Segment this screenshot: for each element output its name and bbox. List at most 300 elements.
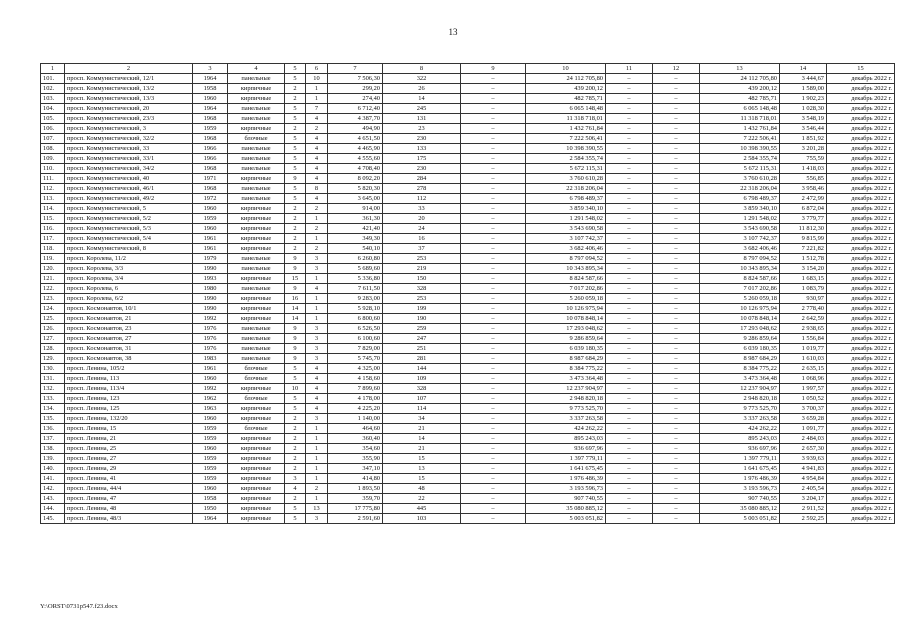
cell-year-built: 1959 [193, 464, 228, 474]
cell-cost-total: 2 948 820,18 [526, 394, 606, 404]
cell-col-12: – [653, 254, 700, 264]
cell-entrances: 4 [306, 284, 328, 294]
cell-floors: 14 [285, 314, 306, 324]
cell-cost-total: 1 641 675,45 [526, 464, 606, 474]
cell-row-number: 106. [41, 124, 65, 134]
table-row [41, 254, 895, 264]
cell-residents: 245 [383, 104, 461, 114]
cell-cost-per-sqm: 1 028,30 [780, 104, 827, 114]
cell-cost-per-sqm: 1 068,96 [780, 374, 827, 384]
cell-cost-per-sqm: 2 938,65 [780, 324, 827, 334]
cell-col-12: – [653, 154, 700, 164]
cell-residents: 328 [383, 384, 461, 394]
cell-entrances: 2 [306, 224, 328, 234]
table-row [41, 164, 895, 174]
cell-col-11: – [606, 324, 653, 334]
cell-cost-fund: 3 193 596,73 [700, 484, 780, 494]
cell-col-9: – [461, 284, 526, 294]
cell-col-11: – [606, 434, 653, 444]
cell-residents: 37 [383, 244, 461, 254]
cell-entrances: 4 [306, 374, 328, 384]
table-row [41, 314, 895, 324]
cell-wall-material: панельные [228, 334, 285, 344]
table-row [41, 344, 895, 354]
cell-address: просп. Королева, 11/2 [65, 254, 193, 264]
cell-floors: 2 [285, 494, 306, 504]
table-row [41, 144, 895, 154]
cell-floors: 5 [285, 134, 306, 144]
cell-cost-per-sqm: 1 091,77 [780, 424, 827, 434]
cell-col-9: – [461, 154, 526, 164]
cell-address: просп. Коммунистический, 5/2 [65, 214, 193, 224]
cell-wall-material: блочные [228, 134, 285, 144]
cell-entrances: 4 [306, 394, 328, 404]
cell-col-12: – [653, 404, 700, 414]
cell-wall-material: панельные [228, 264, 285, 274]
cell-deadline: декабрь 2022 г. [827, 274, 895, 284]
cell-total-area: 5 820,30 [328, 184, 383, 194]
cell-address: просп. Ленина, 25 [65, 444, 193, 454]
cell-col-9: – [461, 504, 526, 514]
cell-deadline: декабрь 2022 г. [827, 434, 895, 444]
cell-floors: 15 [285, 274, 306, 284]
cell-address: просп. Коммунистический, 33/1 [65, 154, 193, 164]
cell-total-area: 421,40 [328, 224, 383, 234]
cell-cost-per-sqm: 1 512,78 [780, 254, 827, 264]
cell-total-area: 4 225,20 [328, 404, 383, 414]
cell-deadline: декабрь 2022 г. [827, 464, 895, 474]
cell-year-built: 1968 [193, 134, 228, 144]
cell-address: просп. Ленина, 125 [65, 404, 193, 414]
cell-entrances: 4 [306, 154, 328, 164]
table-row [41, 444, 895, 454]
cell-year-built: 1960 [193, 484, 228, 494]
cell-total-area: 540,10 [328, 244, 383, 254]
cell-entrances: 10 [306, 74, 328, 84]
cell-deadline: декабрь 2022 г. [827, 84, 895, 94]
cell-floors: 2 [285, 244, 306, 254]
cell-wall-material: кирпичные [228, 404, 285, 414]
cell-entrances: 1 [306, 234, 328, 244]
cell-col-11: – [606, 114, 653, 124]
cell-row-number: 126. [41, 324, 65, 334]
table-row [41, 284, 895, 294]
column-header: 11 [606, 64, 653, 74]
cell-residents: 322 [383, 74, 461, 84]
cell-col-11: – [606, 454, 653, 464]
cell-total-area: 5 745,70 [328, 354, 383, 364]
table-row [41, 494, 895, 504]
cell-year-built: 1968 [193, 114, 228, 124]
cell-cost-total: 439 200,12 [526, 84, 606, 94]
cell-col-11: – [606, 284, 653, 294]
cell-col-9: – [461, 274, 526, 284]
cell-floors: 5 [285, 514, 306, 524]
cell-col-9: – [461, 74, 526, 84]
cell-col-12: – [653, 484, 700, 494]
cell-row-number: 131. [41, 374, 65, 384]
cell-deadline: декабрь 2022 г. [827, 384, 895, 394]
cell-col-11: – [606, 154, 653, 164]
cell-cost-total: 1 291 548,02 [526, 214, 606, 224]
cell-col-11: – [606, 494, 653, 504]
cell-year-built: 1976 [193, 334, 228, 344]
table-row [41, 384, 895, 394]
cell-total-area: 274,40 [328, 94, 383, 104]
cell-address: просп. Ленина, 44/4 [65, 484, 193, 494]
cell-cost-per-sqm: 2 642,59 [780, 314, 827, 324]
cell-address: просп. Коммунистический, 5/3 [65, 224, 193, 234]
cell-cost-per-sqm: 930,97 [780, 294, 827, 304]
cell-cost-fund: 2 584 355,74 [700, 154, 780, 164]
cell-floors: 5 [285, 364, 306, 374]
cell-floors: 9 [285, 324, 306, 334]
cell-address: просп. Коммунистический, 33 [65, 144, 193, 154]
cell-cost-fund: 1 432 761,84 [700, 124, 780, 134]
cell-address: просп. Коммунистический, 5/4 [65, 234, 193, 244]
column-header: 15 [827, 64, 895, 74]
cell-col-9: – [461, 324, 526, 334]
table-row [41, 454, 895, 464]
cell-residents: 144 [383, 364, 461, 374]
cell-residents: 199 [383, 304, 461, 314]
cell-col-11: – [606, 184, 653, 194]
cell-cost-per-sqm: 11 812,30 [780, 224, 827, 234]
cell-total-area: 6 800,60 [328, 314, 383, 324]
cell-wall-material: кирпичные [228, 214, 285, 224]
cell-residents: 14 [383, 434, 461, 444]
column-header: 10 [526, 64, 606, 74]
cell-row-number: 115. [41, 214, 65, 224]
cell-col-9: – [461, 104, 526, 114]
cell-floors: 2 [285, 214, 306, 224]
cell-row-number: 129. [41, 354, 65, 364]
cell-cost-fund: 8 987 684,29 [700, 354, 780, 364]
cell-residents: 150 [383, 274, 461, 284]
cell-cost-total: 22 318 206,04 [526, 184, 606, 194]
cell-row-number: 109. [41, 154, 65, 164]
cell-wall-material: кирпичные [228, 454, 285, 464]
cell-residents: 112 [383, 194, 461, 204]
cell-cost-fund: 35 080 885,12 [700, 504, 780, 514]
cell-col-12: – [653, 284, 700, 294]
cell-year-built: 1960 [193, 224, 228, 234]
cell-col-12: – [653, 114, 700, 124]
cell-col-11: – [606, 164, 653, 174]
table-row [41, 184, 895, 194]
cell-cost-total: 8 824 587,66 [526, 274, 606, 284]
cell-deadline: декабрь 2022 г. [827, 114, 895, 124]
cell-col-11: – [606, 334, 653, 344]
cell-cost-fund: 895 243,03 [700, 434, 780, 444]
cell-deadline: декабрь 2022 г. [827, 144, 895, 154]
cell-row-number: 118. [41, 244, 65, 254]
cell-residents: 230 [383, 164, 461, 174]
cell-year-built: 1980 [193, 284, 228, 294]
cell-row-number: 133. [41, 394, 65, 404]
cell-floors: 2 [285, 464, 306, 474]
cell-cost-fund: 424 262,22 [700, 424, 780, 434]
cell-deadline: декабрь 2022 г. [827, 444, 895, 454]
table-row [41, 124, 895, 134]
footer-path: Y:\ORST\0731p547.f23.docx [40, 603, 118, 610]
cell-col-12: – [653, 354, 700, 364]
cell-col-11: – [606, 464, 653, 474]
cell-entrances: 4 [306, 164, 328, 174]
cell-floors: 9 [285, 174, 306, 184]
cell-cost-per-sqm: 1 997,57 [780, 384, 827, 394]
cell-row-number: 134. [41, 404, 65, 414]
cell-floors: 9 [285, 344, 306, 354]
cell-col-9: – [461, 294, 526, 304]
cell-col-11: – [606, 414, 653, 424]
cell-total-area: 359,70 [328, 494, 383, 504]
cell-total-area: 4 325,00 [328, 364, 383, 374]
cell-deadline: декабрь 2022 г. [827, 454, 895, 464]
cell-residents: 24 [383, 224, 461, 234]
cell-total-area: 1 140,00 [328, 414, 383, 424]
cell-col-9: – [461, 474, 526, 484]
cell-residents: 109 [383, 374, 461, 384]
cell-wall-material: кирпичные [228, 174, 285, 184]
cell-residents: 14 [383, 94, 461, 104]
cell-col-12: – [653, 394, 700, 404]
cell-address: просп. Космонавтов, 38 [65, 354, 193, 364]
cell-wall-material: панельные [228, 114, 285, 124]
cell-entrances: 2 [306, 204, 328, 214]
table-row [41, 434, 895, 444]
cell-col-9: – [461, 354, 526, 364]
cell-floors: 2 [285, 434, 306, 444]
cell-total-area: 6 100,60 [328, 334, 383, 344]
cell-wall-material: панельные [228, 164, 285, 174]
cell-wall-material: блочные [228, 364, 285, 374]
cell-total-area: 7 611,50 [328, 284, 383, 294]
cell-col-12: – [653, 374, 700, 384]
cell-total-area: 2 591,60 [328, 514, 383, 524]
table-row [41, 174, 895, 184]
cell-cost-total: 3 337 263,58 [526, 414, 606, 424]
cell-total-area: 4 651,50 [328, 134, 383, 144]
cell-deadline: декабрь 2022 г. [827, 234, 895, 244]
cell-wall-material: панельные [228, 344, 285, 354]
cell-col-9: – [461, 84, 526, 94]
cell-deadline: декабрь 2022 г. [827, 404, 895, 414]
cell-deadline: декабрь 2022 г. [827, 474, 895, 484]
header-row [41, 64, 895, 74]
cell-year-built: 1960 [193, 414, 228, 424]
cell-entrances: 1 [306, 474, 328, 484]
cell-col-11: – [606, 104, 653, 114]
cell-residents: 48 [383, 484, 461, 494]
cell-row-number: 125. [41, 314, 65, 324]
cell-wall-material: панельные [228, 284, 285, 294]
cell-floors: 9 [285, 284, 306, 294]
cell-col-12: – [653, 104, 700, 114]
cell-col-11: – [606, 134, 653, 144]
cell-total-area: 4 555,60 [328, 154, 383, 164]
table-row [41, 104, 895, 114]
cell-floors: 5 [285, 104, 306, 114]
cell-cost-per-sqm: 3 700,37 [780, 404, 827, 414]
cell-cost-fund: 3 107 742,37 [700, 234, 780, 244]
cell-cost-total: 6 039 180,35 [526, 344, 606, 354]
cell-address: просп. Коммунистический, 8 [65, 244, 193, 254]
cell-deadline: декабрь 2022 г. [827, 324, 895, 334]
cell-entrances: 1 [306, 464, 328, 474]
cell-floors: 2 [285, 84, 306, 94]
cell-deadline: декабрь 2022 г. [827, 94, 895, 104]
cell-row-number: 108. [41, 144, 65, 154]
cell-cost-per-sqm: 3 659,28 [780, 414, 827, 424]
cell-year-built: 1990 [193, 294, 228, 304]
cell-cost-per-sqm: 1 902,23 [780, 94, 827, 104]
cell-cost-fund: 907 740,55 [700, 494, 780, 504]
cell-floors: 5 [285, 164, 306, 174]
cell-cost-total: 3 760 610,28 [526, 174, 606, 184]
cell-col-12: – [653, 94, 700, 104]
cell-col-11: – [606, 444, 653, 454]
cell-floors: 5 [285, 194, 306, 204]
cell-col-11: – [606, 394, 653, 404]
table-row [41, 194, 895, 204]
cell-cost-fund: 12 237 904,97 [700, 384, 780, 394]
cell-row-number: 111. [41, 174, 65, 184]
cell-col-9: – [461, 404, 526, 414]
cell-entrances: 3 [306, 514, 328, 524]
cell-col-11: – [606, 274, 653, 284]
column-header: 2 [65, 64, 193, 74]
cell-wall-material: панельные [228, 154, 285, 164]
cell-residents: 107 [383, 394, 461, 404]
cell-residents: 21 [383, 424, 461, 434]
cell-col-11: – [606, 354, 653, 364]
cell-residents: 103 [383, 514, 461, 524]
cell-cost-total: 5 672 115,31 [526, 164, 606, 174]
table-row [41, 204, 895, 214]
cell-entrances: 1 [306, 94, 328, 104]
cell-col-11: – [606, 174, 653, 184]
column-header: 13 [700, 64, 780, 74]
cell-deadline: декабрь 2022 г. [827, 344, 895, 354]
cell-wall-material: кирпичные [228, 84, 285, 94]
cell-deadline: декабрь 2022 г. [827, 304, 895, 314]
cell-cost-total: 3 543 690,58 [526, 224, 606, 234]
cell-total-area: 360,40 [328, 434, 383, 444]
cell-wall-material: кирпичные [228, 224, 285, 234]
cell-total-area: 355,90 [328, 454, 383, 464]
cell-row-number: 102. [41, 84, 65, 94]
cell-row-number: 101. [41, 74, 65, 84]
cell-cost-per-sqm: 4 941,83 [780, 464, 827, 474]
cell-wall-material: панельные [228, 324, 285, 334]
cell-col-11: – [606, 474, 653, 484]
cell-row-number: 127. [41, 334, 65, 344]
cell-year-built: 1976 [193, 324, 228, 334]
cell-deadline: декабрь 2022 г. [827, 224, 895, 234]
cell-residents: 251 [383, 344, 461, 354]
cell-cost-per-sqm: 556,85 [780, 174, 827, 184]
cell-residents: 247 [383, 334, 461, 344]
table-row [41, 244, 895, 254]
cell-col-9: – [461, 254, 526, 264]
cell-col-12: – [653, 304, 700, 314]
column-header: 3 [193, 64, 228, 74]
cell-year-built: 1950 [193, 504, 228, 514]
cell-residents: 13 [383, 464, 461, 474]
cell-col-9: – [461, 224, 526, 234]
column-header: 8 [383, 64, 461, 74]
cell-entrances: 3 [306, 334, 328, 344]
cell-col-12: – [653, 74, 700, 84]
cell-floors: 2 [285, 454, 306, 464]
cell-cost-total: 7 222 506,41 [526, 134, 606, 144]
cell-year-built: 1964 [193, 104, 228, 114]
cell-cost-total: 424 262,22 [526, 424, 606, 434]
cell-deadline: декабрь 2022 г. [827, 264, 895, 274]
cell-col-9: – [461, 94, 526, 104]
cell-row-number: 104. [41, 104, 65, 114]
cell-cost-fund: 1 291 548,02 [700, 214, 780, 224]
cell-row-number: 114. [41, 204, 65, 214]
cell-address: просп. Коммунистический, 20 [65, 104, 193, 114]
cell-entrances: 13 [306, 504, 328, 514]
table-row [41, 414, 895, 424]
cell-address: просп. Ленина, 132/20 [65, 414, 193, 424]
cell-deadline: декабрь 2022 г. [827, 184, 895, 194]
cell-col-12: – [653, 454, 700, 464]
cell-year-built: 1972 [193, 194, 228, 204]
cell-address: просп. Ленина, 29 [65, 464, 193, 474]
cell-floors: 2 [285, 424, 306, 434]
cell-floors: 5 [285, 74, 306, 84]
cell-wall-material: панельные [228, 194, 285, 204]
cell-address: просп. Ленина, 15 [65, 424, 193, 434]
cell-wall-material: блочные [228, 424, 285, 434]
cell-residents: 445 [383, 504, 461, 514]
cell-row-number: 144. [41, 504, 65, 514]
cell-col-12: – [653, 384, 700, 394]
cell-address: просп. Космонавтов, 10/1 [65, 304, 193, 314]
cell-col-9: – [461, 394, 526, 404]
cell-entrances: 4 [306, 144, 328, 154]
cell-total-area: 5 928,10 [328, 304, 383, 314]
table-row [41, 324, 895, 334]
cell-total-area: 1 893,50 [328, 484, 383, 494]
cell-cost-total: 6 798 489,37 [526, 194, 606, 204]
cell-deadline: декабрь 2022 г. [827, 354, 895, 364]
page-number: 13 [448, 27, 458, 37]
cell-cost-total: 8 987 684,29 [526, 354, 606, 364]
cell-address: просп. Ленина, 105/2 [65, 364, 193, 374]
cell-col-9: – [461, 374, 526, 384]
cell-deadline: декабрь 2022 г. [827, 334, 895, 344]
cell-cost-fund: 1 641 675,45 [700, 464, 780, 474]
cell-entrances: 7 [306, 104, 328, 114]
cell-cost-fund: 1 397 779,11 [700, 454, 780, 464]
cell-col-12: – [653, 424, 700, 434]
cell-entrances: 3 [306, 414, 328, 424]
cell-row-number: 138. [41, 444, 65, 454]
cell-entrances: 4 [306, 174, 328, 184]
cell-deadline: декабрь 2022 г. [827, 194, 895, 204]
cell-deadline: декабрь 2022 г. [827, 484, 895, 494]
cell-year-built: 1990 [193, 264, 228, 274]
cell-cost-total: 8 384 775,22 [526, 364, 606, 374]
cell-deadline: декабрь 2022 г. [827, 514, 895, 524]
cell-floors: 9 [285, 254, 306, 264]
cell-cost-per-sqm: 2 657,30 [780, 444, 827, 454]
